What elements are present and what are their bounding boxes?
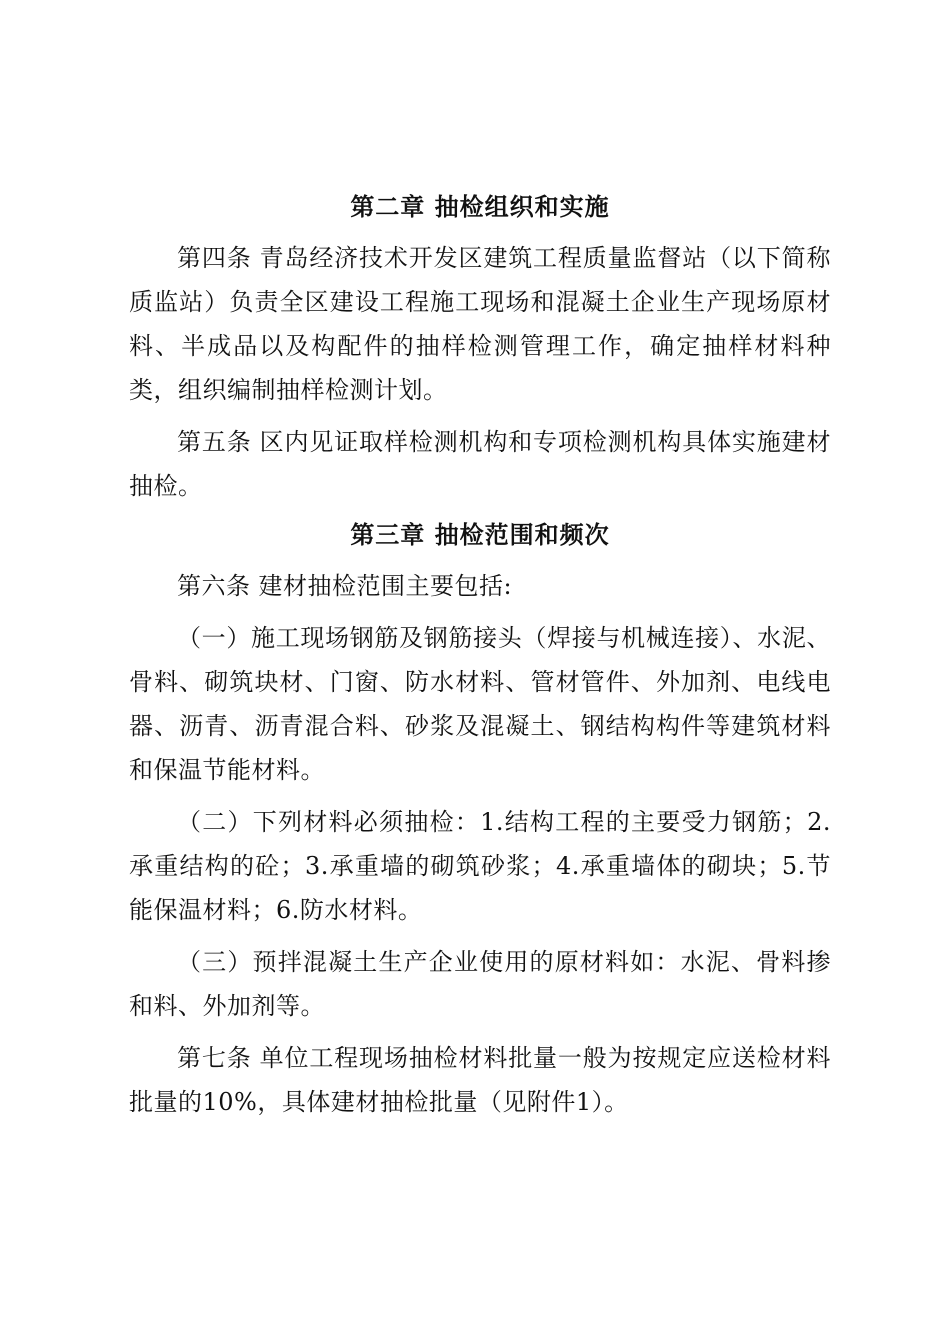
article-5-label: 第五条 <box>177 428 252 456</box>
article-7-text: 单位工程现场抽检材料批量一般为按规定应送检材料批量的10%，具体建材抽检批量（见附件1）。 <box>129 1044 832 1116</box>
article-7-label: 第七条 <box>177 1044 252 1072</box>
article-6-item-1: （一）施工现场钢筋及钢筋接头（焊接与机械连接）、水泥、骨料、砌筑块材、门窗、防水材料、管材管件、外加剂、电线电器、沥青、沥青混合料、砂浆及混凝土、钢结构构件等建筑材料和保温节能材料。 <box>129 624 831 784</box>
article-5-text: 区内见证取样检测机构和专项检测机构具体实施建材抽检。 <box>129 428 832 500</box>
document-body <box>129 188 831 1132</box>
article-6-text: 建材抽检范围主要包括: <box>258 572 513 600</box>
article-4-label: 第四条 <box>177 244 252 272</box>
article-5 <box>129 420 831 508</box>
article-6-item-2: （二）下列材料必须抽检：1.结构工程的主要受力钢筋；2.承重结构的砼；3.承重墙的砌筑砂浆；4.承重墙体的砌块；5.节能保温材料；6.防水材料。 <box>129 808 831 924</box>
article-7 <box>129 1036 831 1124</box>
article-4 <box>129 236 831 412</box>
article-6-label: 第六条 <box>177 572 251 600</box>
article-6 <box>129 564 831 608</box>
chapter-3-title: 第三章 抽检范围和频次 <box>350 521 610 549</box>
article-6-item-3: （三）预拌混凝土生产企业使用的原材料如：水泥、骨料掺和料、外加剂等。 <box>129 948 831 1020</box>
article-4-text: 青岛经济技术开发区建筑工程质量监督站（以下简称质监站）负责全区建设工程施工现场和混凝土企业生产现场原材料、半成品以及构配件的抽样检测管理工作，确定抽样材料种类，组织编制抽样检测计划。 <box>129 244 832 404</box>
chapter-2-title: 第二章 抽检组织和实施 <box>350 193 610 221</box>
